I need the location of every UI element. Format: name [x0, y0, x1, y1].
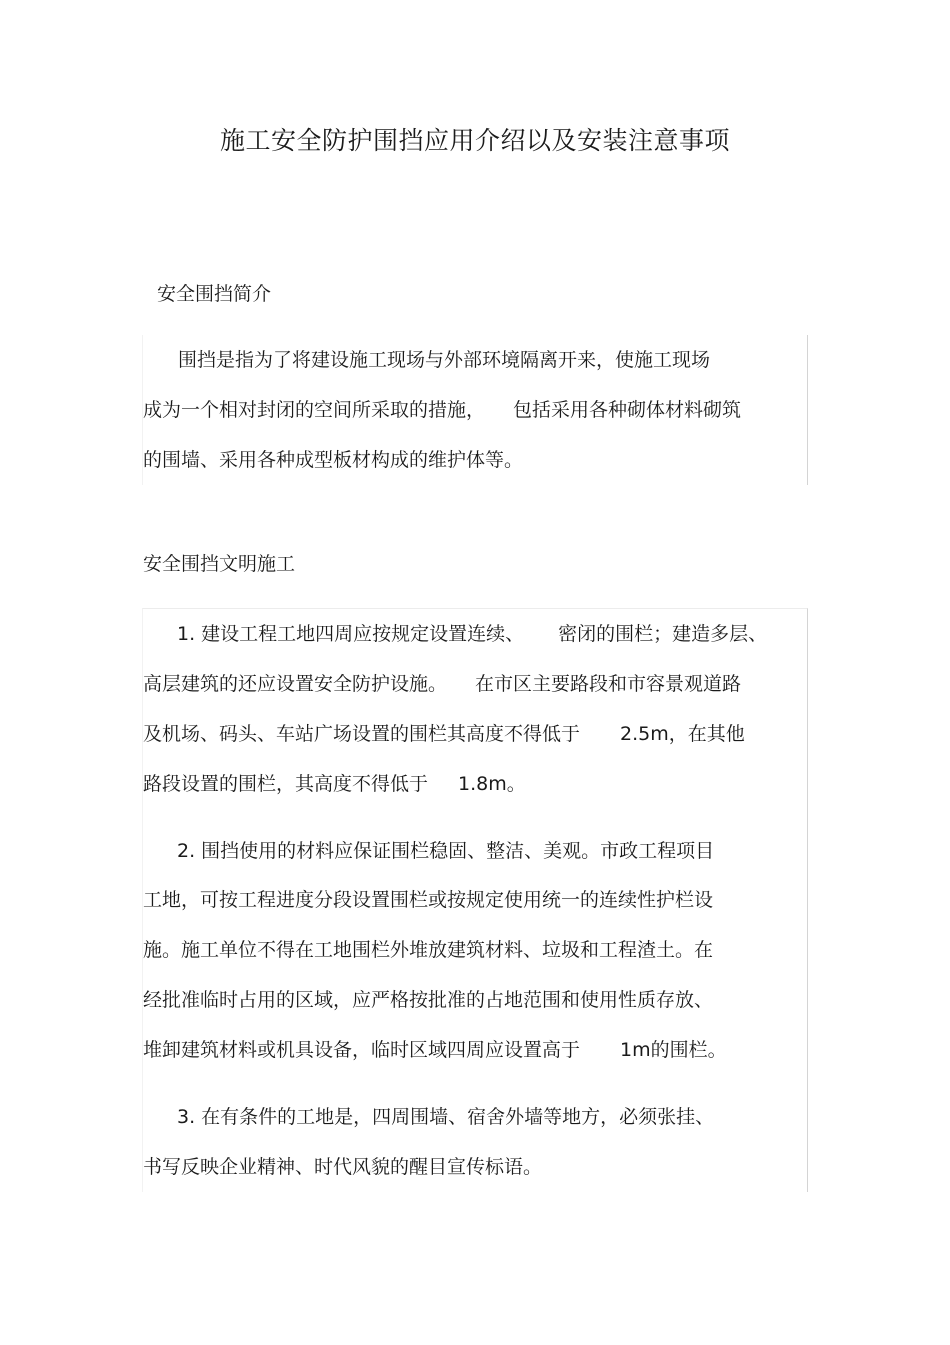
text-segment: 1.8m。	[458, 773, 526, 795]
text-segment: 在市区主要路段和市容景观道路	[475, 673, 742, 695]
text-segment: 及机场、码头、车站广场设置的围栏其高度不得低于	[143, 723, 581, 745]
section-heading-intro: 安全围挡简介	[157, 283, 272, 305]
text-segment: 2.5m，在其他	[620, 723, 745, 745]
text-segment: 路段设置的围栏，其高度不得低于	[143, 773, 429, 795]
rule-2-line-4	[143, 986, 713, 1014]
section-heading-civilized-construction: 安全围挡文明施工	[143, 553, 296, 575]
rule-1-line-3	[143, 720, 745, 748]
rule-2-line-5	[143, 1036, 727, 1064]
text-segment: 的围墙、采用各种成型板材构成的维护体等。	[143, 449, 524, 471]
text-segment: 包括采用各种砌体材料砌筑	[513, 399, 742, 421]
intro-line-2	[143, 396, 741, 424]
text-segment: 3. 在有条件的工地是，四周围墙、宿舍外墙等地方，必须张挂、	[177, 1106, 715, 1128]
text-segment: 工地，可按工程进度分段设置围栏或按规定使用统一的连续性护栏设	[143, 889, 714, 911]
text-segment: 1. 建设工程工地四周应按规定设置连续、	[177, 623, 525, 645]
rule-1-line-2	[143, 670, 741, 698]
rule-1-line-4	[143, 770, 526, 798]
rule-2-line-3	[143, 936, 713, 964]
rule-3-line-1	[177, 1103, 714, 1131]
intro-line-3	[143, 446, 523, 474]
text-segment: 高层建筑的还应设置安全防护设施。	[143, 673, 448, 695]
rule-1-line-1	[177, 620, 767, 648]
text-segment: 密闭的围栏；建造多层、	[558, 623, 768, 645]
text-segment: 经批准临时占用的区域，应严格按批准的占地范围和使用性质存放、	[143, 989, 714, 1011]
text-segment: 2. 围挡使用的材料应保证围栏稳固、整洁、美观。市政工程项目	[177, 840, 715, 862]
intro-line-1	[178, 346, 710, 374]
document-title: 施工安全防护围挡应用介绍以及安装注意事项	[219, 126, 730, 155]
text-segment: 堆卸建筑材料或机具设备，临时区域四周应设置高于	[143, 1039, 581, 1061]
rule-3-line-2	[143, 1153, 542, 1181]
rule-2-line-1	[177, 837, 714, 865]
text-segment: 围挡是指为了将建设施工现场与外部环境隔离开来，使施工现场	[178, 349, 711, 371]
rule-2-line-2	[143, 886, 713, 914]
text-segment: 成为一个相对封闭的空间所采取的措施，	[143, 399, 486, 421]
text-segment: 施。施工单位不得在工地围栏外堆放建筑材料、垃圾和工程渣土。在	[143, 939, 714, 961]
text-segment: 1m的围栏。	[620, 1039, 727, 1061]
text-segment: 书写反映企业精神、时代风貌的醒目宣传标语。	[143, 1156, 543, 1178]
